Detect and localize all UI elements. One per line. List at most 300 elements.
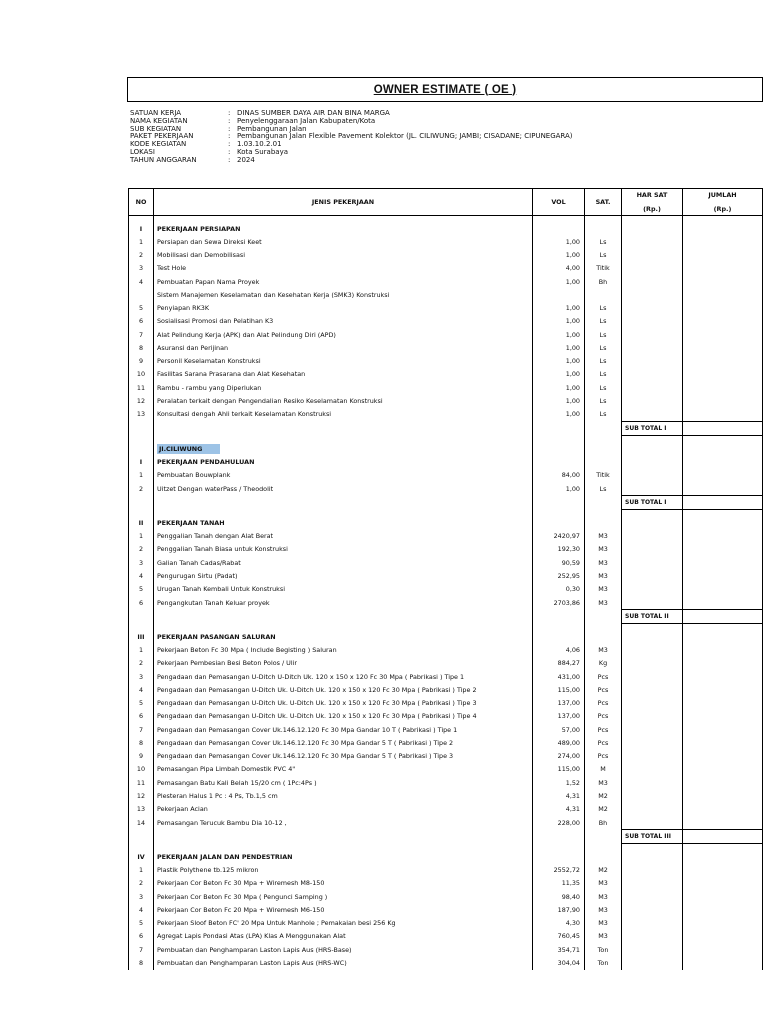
no-cell: II — [129, 516, 154, 529]
no-cell: 3 — [129, 890, 154, 903]
job-cell: Galian Tanah Cadas/Rabat — [154, 556, 533, 569]
document-title-box — [127, 77, 763, 102]
sat-cell: Bh — [585, 816, 622, 830]
info-row — [130, 157, 573, 165]
jumlah-cell — [683, 530, 763, 543]
vol-cell: 90,59 — [533, 556, 585, 569]
no-cell: 11 — [129, 776, 154, 789]
sat-cell: Ls — [585, 315, 622, 328]
section-row — [129, 455, 763, 468]
job-cell: Penggalian Tanah Biasa untuk Konstruksi — [154, 543, 533, 556]
info-value: 1.03.10.2.01 — [237, 140, 282, 149]
no-cell: 5 — [129, 917, 154, 930]
header-jumlah-unit: (Rp.) — [713, 205, 732, 213]
header-vol: VOL — [533, 189, 585, 216]
job-cell: Pembuatan Bouwplank — [154, 469, 533, 482]
jumlah-cell — [683, 596, 763, 610]
table-row — [129, 877, 763, 890]
vol-cell: 4,06 — [533, 644, 585, 657]
table-body — [129, 216, 763, 970]
sat-cell: M3 — [585, 583, 622, 596]
vol-cell: 354,71 — [533, 943, 585, 956]
jumlah-cell — [683, 328, 763, 341]
vol-cell: 1,00 — [533, 341, 585, 354]
jumlah-cell — [683, 803, 763, 816]
job-cell: Uitzet Dengan waterPass / Theodolit — [154, 482, 533, 496]
header-har-sat — [622, 189, 683, 216]
job-cell: Pekerjaan Beton Fc 30 Mpa ( Include Begisting ) Saluran — [154, 644, 533, 657]
har-sat-cell — [622, 469, 683, 482]
table-row — [129, 328, 763, 341]
info-key: KODE KEGIATAN — [130, 140, 187, 149]
sat-cell: M2 — [585, 789, 622, 802]
job-cell: Pemasangan Pipa Limbah Domestik PVC 4" — [154, 763, 533, 776]
info-colon: : — [228, 140, 231, 149]
no-cell: 4 — [129, 275, 154, 288]
vol-cell: 884,27 — [533, 657, 585, 670]
table-row — [129, 556, 763, 569]
no-cell — [129, 288, 154, 301]
har-sat-cell — [622, 943, 683, 956]
subtotal-label: SUB TOTAL III — [622, 830, 683, 844]
document-title: OWNER ESTIMATE ( OE ) — [373, 83, 517, 96]
info-key: TAHUN ANGGARAN — [130, 155, 197, 164]
jumlah-cell — [683, 850, 763, 863]
har-sat-cell — [622, 723, 683, 736]
job-cell: Penyiapan RK3K — [154, 302, 533, 315]
jumlah-cell — [683, 302, 763, 315]
har-sat-cell — [622, 890, 683, 903]
vol-cell: 2703,86 — [533, 596, 585, 610]
jumlah-cell — [683, 469, 763, 482]
job-cell: Peralatan terkait dengan Pengendalian Resiko Keselamatan Konstruksi — [154, 394, 533, 407]
jumlah-cell — [683, 630, 763, 643]
vol-cell: 115,00 — [533, 683, 585, 696]
jumlah-cell — [683, 442, 763, 455]
subtotal-row — [129, 421, 763, 435]
har-sat-cell — [622, 355, 683, 368]
header-job: JENIS PEKERJAAN — [154, 189, 533, 216]
vol-cell: 4,30 — [533, 917, 585, 930]
info-value: Penyelenggaraan Jalan Kabupaten/Kota — [237, 116, 376, 125]
table-row — [129, 394, 763, 407]
subtotal-amount — [683, 610, 763, 624]
har-sat-cell — [622, 710, 683, 723]
no-cell: 11 — [129, 381, 154, 394]
no-cell: I — [129, 455, 154, 468]
info-colon: : — [228, 124, 231, 133]
jumlah-cell — [683, 516, 763, 529]
jumlah-cell — [683, 723, 763, 736]
table-row — [129, 368, 763, 381]
vol-cell: 4,31 — [533, 803, 585, 816]
jumlah-cell — [683, 222, 763, 235]
table-row — [129, 569, 763, 582]
subtotal-amount — [683, 421, 763, 435]
sat-cell — [585, 850, 622, 863]
sat-cell: Ls — [585, 394, 622, 407]
header-jumlah-label: JUMLAH — [708, 191, 737, 199]
jumlah-cell — [683, 864, 763, 877]
project-info — [130, 110, 573, 165]
table-row — [129, 750, 763, 763]
sat-cell: M2 — [585, 864, 622, 877]
job-cell: Asuransi dan Perijinan — [154, 341, 533, 354]
table-row — [129, 903, 763, 916]
har-sat-cell — [622, 482, 683, 496]
sat-cell: Pcs — [585, 683, 622, 696]
vol-cell: 252,95 — [533, 569, 585, 582]
job-cell: Pengadaan dan Pemasangan U-Ditch Uk. U-Ditch Uk. 120 x 150 x 120 Fc 30 Mpa ( Pabrikasi ) Tipe 3 — [154, 697, 533, 710]
no-cell: 9 — [129, 355, 154, 368]
subtotal-row — [129, 610, 763, 624]
har-sat-cell — [622, 516, 683, 529]
sat-cell: Ls — [585, 328, 622, 341]
job-cell: Alat Pelindung Kerja (APK) dan Alat Pelindung Diri (APD) — [154, 328, 533, 341]
jumlah-cell — [683, 683, 763, 696]
har-sat-cell — [622, 381, 683, 394]
sat-cell: Ls — [585, 381, 622, 394]
info-colon: : — [228, 132, 231, 141]
sat-cell: M3 — [585, 917, 622, 930]
sat-cell: Titik — [585, 262, 622, 275]
sat-cell: Pcs — [585, 736, 622, 749]
table-row — [129, 736, 763, 749]
job-cell: Fasilitas Sarana Prasarana dan Alat Kesehatan — [154, 368, 533, 381]
table-row — [129, 683, 763, 696]
table-row — [129, 763, 763, 776]
info-colon: : — [228, 147, 231, 156]
table-row — [129, 482, 763, 496]
jumlah-cell — [683, 776, 763, 789]
sat-cell: M3 — [585, 530, 622, 543]
job-cell: Pemasangan Terucuk Bambu Dia 10-12 , — [154, 816, 533, 830]
no-cell: 4 — [129, 683, 154, 696]
header-har-sat-label: HAR SAT — [636, 191, 668, 199]
job-cell: Persiapan dan Sewa Direksi Keet — [154, 235, 533, 248]
har-sat-cell — [622, 222, 683, 235]
job-cell: PEKERJAAN PENDAHULUAN — [154, 455, 533, 468]
table-row — [129, 543, 763, 556]
location-label — [154, 442, 533, 455]
vol-cell: 57,00 — [533, 723, 585, 736]
sat-cell: Ls — [585, 235, 622, 248]
sat-cell: Bh — [585, 275, 622, 288]
vol-cell: 84,00 — [533, 469, 585, 482]
no-cell: 6 — [129, 930, 154, 943]
info-value: Pembangunan Jalan — [237, 124, 307, 133]
subtotal-label: SUB TOTAL I — [622, 421, 683, 435]
vol-cell: 274,00 — [533, 750, 585, 763]
section-row — [129, 850, 763, 863]
jumlah-cell — [683, 341, 763, 354]
no-cell: 2 — [129, 249, 154, 262]
info-key: SATUAN KERJA — [130, 109, 182, 117]
table-row — [129, 469, 763, 482]
vol-cell — [533, 442, 585, 455]
sat-cell: Kg — [585, 657, 622, 670]
job-cell: Pemasangan Batu Kali Belah 15/20 cm ( 1Pc:4Ps ) — [154, 776, 533, 789]
sat-cell: M — [585, 763, 622, 776]
info-row — [130, 118, 573, 126]
table-row — [129, 302, 763, 315]
table-row — [129, 803, 763, 816]
info-row — [130, 141, 573, 149]
table-row — [129, 275, 763, 288]
job-cell: Pengadaan dan Pemasangan U-Ditch U-Ditch Uk. 120 x 150 x 120 Fc 30 Mpa ( Pabrikasi ) Tipe 1 — [154, 670, 533, 683]
table-row — [129, 355, 763, 368]
no-cell: 2 — [129, 657, 154, 670]
vol-cell: 4,00 — [533, 262, 585, 275]
vol-cell: 1,52 — [533, 776, 585, 789]
job-cell: Agregat Lapis Pondasi Atas (LPA) Klas A Menggunakan Alat — [154, 930, 533, 943]
har-sat-cell — [622, 262, 683, 275]
har-sat-cell — [622, 903, 683, 916]
har-sat-cell — [622, 877, 683, 890]
vol-cell: 11,35 — [533, 877, 585, 890]
no-cell: 9 — [129, 750, 154, 763]
har-sat-cell — [622, 683, 683, 696]
table-row — [129, 890, 763, 903]
sat-cell: Ls — [585, 341, 622, 354]
table-row — [129, 315, 763, 328]
har-sat-cell — [622, 850, 683, 863]
no-cell: I — [129, 222, 154, 235]
har-sat-cell — [622, 556, 683, 569]
info-key: SUB KEGIATAN — [130, 124, 182, 133]
no-cell — [129, 442, 154, 455]
table-row — [129, 776, 763, 789]
jumlah-cell — [683, 288, 763, 301]
job-cell: Plesteran Halus 1 Pc : 4 Ps, Tb.1,5 cm — [154, 789, 533, 802]
vol-cell — [533, 516, 585, 529]
subtotal-label: SUB TOTAL II — [622, 610, 683, 624]
vol-cell: 2420,97 — [533, 530, 585, 543]
har-sat-cell — [622, 302, 683, 315]
har-sat-cell — [622, 455, 683, 468]
job-cell: Pengangkutan Tanah Keluar proyek — [154, 596, 533, 610]
jumlah-cell — [683, 394, 763, 407]
info-value: 2024 — [237, 155, 255, 164]
table-row — [129, 930, 763, 943]
job-cell: Personil Keselamatan Konstruksi — [154, 355, 533, 368]
vol-cell: 115,00 — [533, 763, 585, 776]
job-cell: Pengadaan dan Pemasangan U-Ditch Uk. U-Ditch Uk. 120 x 150 x 120 Fc 30 Mpa ( Pabrikasi ) Tipe 2 — [154, 683, 533, 696]
no-cell: 6 — [129, 710, 154, 723]
table-row — [129, 530, 763, 543]
har-sat-cell — [622, 816, 683, 830]
table-row — [129, 917, 763, 930]
table-row — [129, 288, 763, 301]
jumlah-cell — [683, 275, 763, 288]
no-cell: IV — [129, 850, 154, 863]
jumlah-cell — [683, 877, 763, 890]
no-cell: 5 — [129, 583, 154, 596]
no-cell: 1 — [129, 864, 154, 877]
har-sat-cell — [622, 697, 683, 710]
no-cell: 2 — [129, 543, 154, 556]
header-no: NO — [129, 189, 154, 216]
har-sat-cell — [622, 583, 683, 596]
no-cell: III — [129, 630, 154, 643]
subtotal-row — [129, 830, 763, 844]
jumlah-cell — [683, 736, 763, 749]
job-cell: PEKERJAAN PERSIAPAN — [154, 222, 533, 235]
har-sat-cell — [622, 543, 683, 556]
table-row — [129, 381, 763, 394]
table-row — [129, 341, 763, 354]
table-row — [129, 596, 763, 610]
vol-cell: 1,00 — [533, 275, 585, 288]
vol-cell: 1,00 — [533, 408, 585, 422]
har-sat-cell — [622, 657, 683, 670]
table-row — [129, 235, 763, 248]
sat-cell: M3 — [585, 776, 622, 789]
no-cell: 13 — [129, 408, 154, 422]
har-sat-cell — [622, 288, 683, 301]
job-cell: PEKERJAAN TANAH — [154, 516, 533, 529]
no-cell: 7 — [129, 723, 154, 736]
table-row — [129, 644, 763, 657]
sat-cell: M3 — [585, 556, 622, 569]
job-cell: Pembuatan dan Penghamparan Laston Lapis Aus (HRS-WC) — [154, 956, 533, 969]
job-cell: Rambu - rambu yang Diperlukan — [154, 381, 533, 394]
jumlah-cell — [683, 315, 763, 328]
table-row — [129, 943, 763, 956]
vol-cell: 1,00 — [533, 381, 585, 394]
job-cell: Mobilisasi dan Demobilisasi — [154, 249, 533, 262]
vol-cell — [533, 288, 585, 301]
sat-cell: M3 — [585, 890, 622, 903]
sat-cell: Ls — [585, 368, 622, 381]
job-cell: Pekerjaan Pembesian Besi Beton Polos / Ulir — [154, 657, 533, 670]
har-sat-cell — [622, 315, 683, 328]
table-row — [129, 723, 763, 736]
jumlah-cell — [683, 556, 763, 569]
subtotal-row — [129, 496, 763, 510]
no-cell: 12 — [129, 394, 154, 407]
jumlah-cell — [683, 569, 763, 582]
no-cell: 10 — [129, 763, 154, 776]
no-cell: 1 — [129, 469, 154, 482]
vol-cell: 1,00 — [533, 482, 585, 496]
jumlah-cell — [683, 750, 763, 763]
har-sat-cell — [622, 763, 683, 776]
no-cell: 3 — [129, 262, 154, 275]
har-sat-cell — [622, 776, 683, 789]
job-cell: Sosialisasi Promosi dan Pelatihan K3 — [154, 315, 533, 328]
estimate-table — [128, 188, 763, 970]
no-cell: 1 — [129, 530, 154, 543]
sat-cell — [585, 630, 622, 643]
job-cell: Pengurugan Sirtu (Padat) — [154, 569, 533, 582]
sat-cell — [585, 455, 622, 468]
jumlah-cell — [683, 408, 763, 422]
info-value: Pembangunan Jalan Flexible Pavement Kolektor (JL. CILIWUNG; JAMBI; CISADANE; CIPUNEGARA) — [237, 132, 573, 141]
sat-cell: M3 — [585, 569, 622, 582]
vol-cell: 489,00 — [533, 736, 585, 749]
har-sat-cell — [622, 930, 683, 943]
vol-cell: 760,45 — [533, 930, 585, 943]
job-cell: Pembuatan dan Penghamparan Laston Lapis Aus (HRS-Base) — [154, 943, 533, 956]
sat-cell: Pcs — [585, 710, 622, 723]
no-cell: 5 — [129, 302, 154, 315]
job-cell: Plastik Polythene tb.125 mikron — [154, 864, 533, 877]
jumlah-cell — [683, 789, 763, 802]
jumlah-cell — [683, 249, 763, 262]
job-cell: Urugan Tanah Kembali Untuk Konstruksi — [154, 583, 533, 596]
info-key: PAKET PEKERJAAN — [130, 132, 194, 141]
jumlah-cell — [683, 890, 763, 903]
vol-cell: 1,00 — [533, 328, 585, 341]
table-row — [129, 697, 763, 710]
no-cell: 8 — [129, 736, 154, 749]
sat-cell: M3 — [585, 877, 622, 890]
vol-cell: 1,00 — [533, 394, 585, 407]
vol-cell: 1,00 — [533, 302, 585, 315]
sat-cell: Ls — [585, 482, 622, 496]
header-har-sat-unit: (Rp.) — [643, 205, 661, 213]
har-sat-cell — [622, 408, 683, 422]
sat-cell: M3 — [585, 903, 622, 916]
table-row — [129, 789, 763, 802]
jumlah-cell — [683, 917, 763, 930]
sat-cell: M2 — [585, 803, 622, 816]
job-cell: PEKERJAAN PASANGAN SALURAN — [154, 630, 533, 643]
har-sat-cell — [622, 736, 683, 749]
table-row — [129, 408, 763, 422]
vol-cell — [533, 222, 585, 235]
sat-cell: M3 — [585, 930, 622, 943]
subtotal-amount — [683, 830, 763, 844]
sat-cell — [585, 442, 622, 455]
har-sat-cell — [622, 569, 683, 582]
jumlah-cell — [683, 657, 763, 670]
job-cell: Pekerjaan Cor Beton Fc 30 Mpa ( Pengunci Samping ) — [154, 890, 533, 903]
no-cell: 13 — [129, 803, 154, 816]
jumlah-cell — [683, 943, 763, 956]
table-row — [129, 956, 763, 969]
no-cell: 14 — [129, 816, 154, 830]
jumlah-cell — [683, 543, 763, 556]
info-colon: : — [228, 155, 231, 164]
sat-cell: Pcs — [585, 670, 622, 683]
no-cell: 4 — [129, 569, 154, 582]
job-cell: Pekerjaan Acian — [154, 803, 533, 816]
job-cell: Pengadaan dan Pemasangan Cover Uk.146.12.120 Fc 30 Mpa Gandar 10 T ( Pabrikasi ) Tipe 1 — [154, 723, 533, 736]
har-sat-cell — [622, 249, 683, 262]
har-sat-cell — [622, 789, 683, 802]
vol-cell: 4,31 — [533, 789, 585, 802]
subtotal-label: SUB TOTAL I — [622, 496, 683, 510]
vol-cell: 192,30 — [533, 543, 585, 556]
har-sat-cell — [622, 275, 683, 288]
no-cell: 4 — [129, 903, 154, 916]
section-row — [129, 630, 763, 643]
table-row — [129, 710, 763, 723]
job-cell: Konsultasi dengah Ahli terkait Keselamatan Konstruksi — [154, 408, 533, 422]
no-cell: 5 — [129, 697, 154, 710]
no-cell: 8 — [129, 956, 154, 969]
vol-cell: 431,00 — [533, 670, 585, 683]
har-sat-cell — [622, 442, 683, 455]
job-cell: Pekerjaan Sloof Beton FC' 20 Mpa Untuk Manhole ; Pemakaian besi 256 Kg — [154, 917, 533, 930]
vol-cell: 1,00 — [533, 355, 585, 368]
vol-cell — [533, 850, 585, 863]
vol-cell: 137,00 — [533, 697, 585, 710]
header-jumlah — [683, 189, 763, 216]
sat-cell: M3 — [585, 543, 622, 556]
